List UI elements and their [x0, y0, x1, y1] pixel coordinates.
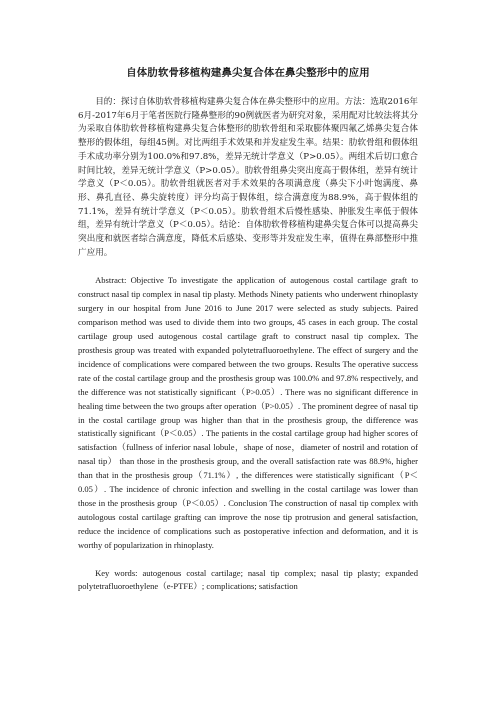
english-abstract: Abstract: Objective To investigate the application of autogenous costal cartilage graft to construct nasal tip complex in nasal tip plasty. Methods Ninety patients who underwent rhinoplasty surgery in our hospital from June 2016 to June 2017 were selected as study subjects. Paired comparison method was used to divide them into two groups, 45 cases in each group. The costal cartilage group used autogenous costal cartilage graft to construct nasal tip complex. The prosthesis group was treated with expanded polytetrafluoroethylene. The effect of surgery and the incidence of complications were compared between the two groups. Results The operative success rate of the costal cartilage group and the prosthesis group was 100.0% and 97.8% respectively, and the difference was not statistically significant（P>0.05）. There was no significant difference in healing time between the two groups after operation（P>0.05）. The prominent degree of nasal tip in the costal cartilage group was higher than that in the prosthesis group, the difference was statistically significant（P＜0.05）. The patients in the costal cartilage group had higher scores of satisfaction（fullness of inferior nasal lobule，shape of nose，diameter of nostril and rotation of nasal tip） than those in the prosthesis group, and the overall satisfaction rate was 88.9%, higher than that in the prosthesis group（71.1%）, the differences were statistically significant（P＜0.05）. The incidence of chronic infection and swelling in the costal cartilage was lower than those in the prosthesis group（P＜0.05）. Conclusion The construction of nasal tip complex with autologous costal cartilage grafting can improve the nose tip protrusion and general satisfaction, reduce the incidence of complications such as postoperative infection and deformation, and it is worthy of popularization in rhinoplasty.: [78, 275, 418, 550]
english-keywords: Key words: autogenous costal cartilage; nasal tip complex; nasal tip plasty; expanded polytetrafluoroethylene（e-PTFE）; complications; satisfaction: [78, 567, 418, 592]
paper-title: 自体肋软骨移植构建鼻尖复合体在鼻尖整形中的应用: [126, 67, 370, 79]
chinese-abstract: 目的：探讨自体肋软骨移植构建鼻尖复合体在鼻尖整形中的应用。方法：选取2016年6月-2017年6月于笔者医院行隆鼻整形的90例就医者为研究对象，采用配对比较法将其分为采取自体肋软骨移植构建鼻尖复合体整形的肋软骨组和采取膨体聚四氟乙烯鼻尖复合体整形的假体组，每组45例。对比两组手术效果和并发症发生率。结果：肋软骨组和假体组手术成功率分别为100.0%和97.8%，差异无统计学意义（P>0.05）。两组术后切口愈合时间比较，差异无统计学意义（P>0.05）。肋软骨组鼻尖突出度高于假体组，差异有统计学意义（P＜0.05）。肋软骨组就医者对手术效果的各项满意度（鼻尖下小叶饱满度、鼻形、鼻孔直径、鼻尖旋转度）评分均高于假体组，综合满意度为88.9%，高于假体组的71.1%，差异有统计学意义（P＜0.05）。肋软骨组术后慢性感染、肿胀发生率低于假体组，差异有统计学意义（P＜0.05）。结论：自体肋软骨移植构建鼻尖复合体可以提高鼻尖突出度和就医者综合满意度，降低术后感染、变形等并发症发生率，值得在鼻部整形中推广应用。: [78, 97, 418, 258]
document-page: [78, 62, 418, 594]
